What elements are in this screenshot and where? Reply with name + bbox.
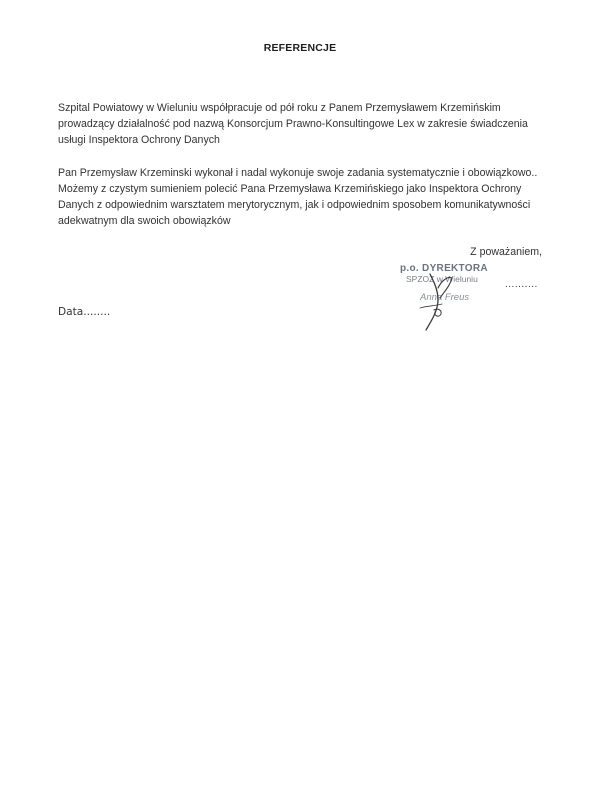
stamp-name: Anna Freus — [420, 292, 470, 303]
signature-stroke — [438, 277, 452, 298]
stamp-role: p.o. DYREKTORA — [400, 263, 488, 274]
document-title: REFERENCJE — [263, 42, 337, 54]
date-field: Data........ — [58, 306, 111, 318]
paragraph-line: prowadzący działalność pod nazwą Konsorcjum Prawno-Konsultingowe Lex w zakresie świadczenia — [58, 118, 528, 130]
paragraph-cooperation — [58, 100, 548, 148]
handwritten-signature — [408, 268, 478, 338]
signature-dots: .......... — [505, 279, 538, 290]
paragraph-line: usługi Inspektora Ochrony Danych — [58, 134, 220, 146]
paragraph-recommendation — [58, 165, 548, 229]
paragraph-line: adekwatnym dla swoich obowiązków — [58, 215, 231, 227]
paragraph-line: Szpital Powiatowy w Wieluniu współpracuje od pół roku z Panem Przemysławem Krzemińskim — [58, 102, 501, 114]
signature-stroke — [434, 309, 441, 316]
paragraph-line: Możemy z czystym sumieniem polecić Pana Przemysława Krzemińskiego jako Inspektora Ochrony — [58, 183, 522, 195]
stamp-organization: SPZOZ w Wieluniu — [406, 274, 478, 284]
signature-stroke — [420, 304, 442, 308]
paragraph-line: Danych z odpowiednim warsztatem merytorycznym, jak i odpowiednim sposobem komunikatywności — [58, 199, 531, 211]
closing-salutation: Z poważaniem, — [470, 246, 542, 258]
paragraph-line: Pan Przemysław Krzeminski wykonał i nadal wykonuje swoje zadania systematycznie i obowiązkowo.. — [58, 167, 538, 179]
signature-stroke — [426, 274, 438, 330]
